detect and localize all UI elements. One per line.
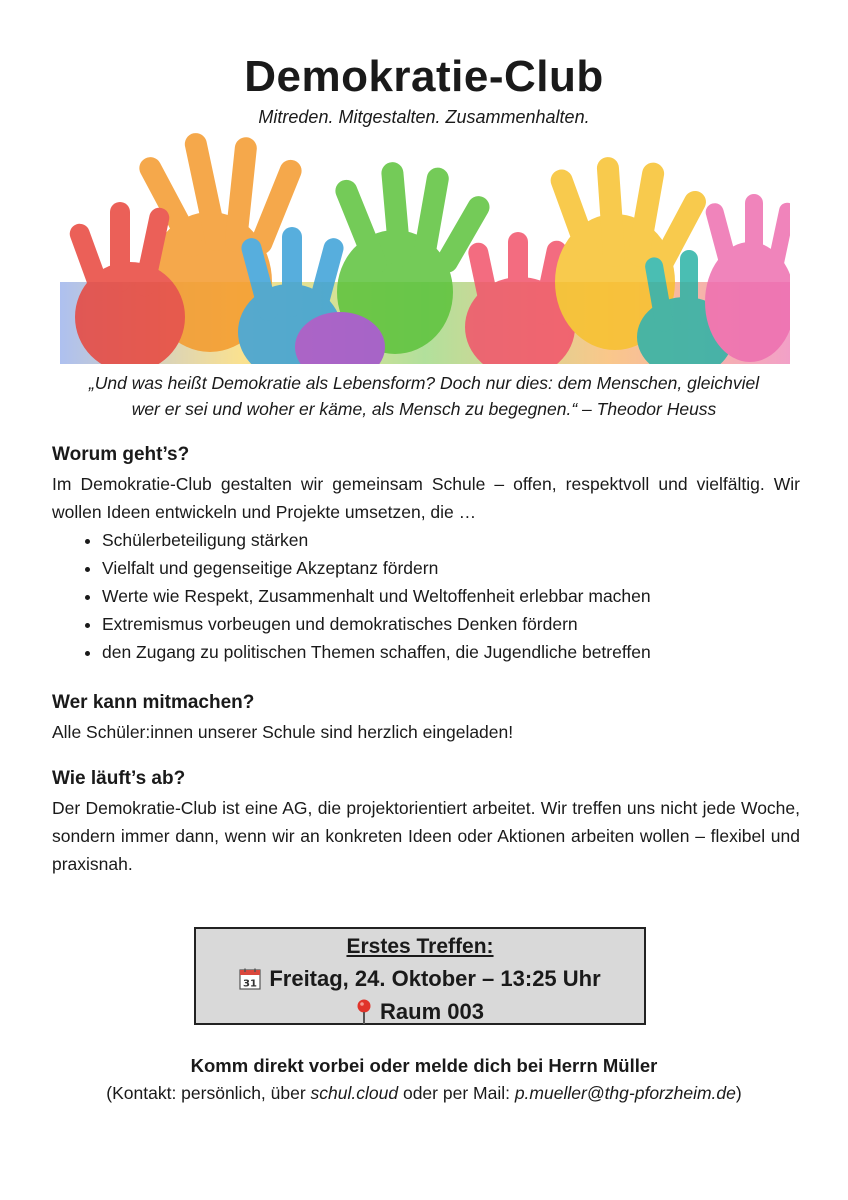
about-intro: Im Demokratie-Club gestalten wir gemeinsam Schule – offen, respektvoll und vielfältig. Wir wollen Ideen entwickeln und Projekte umsetzen, die …: [52, 474, 800, 522]
contact-prefix: (Kontakt: persönlich, über: [106, 1083, 311, 1103]
quote-line-1: „Und was heißt Demokratie als Lebensform? Doch nur dies: dem Menschen, gleichviel: [88, 373, 760, 393]
list-item: • den Zugang zu politischen Themen schaffen, die Jugendliche betreffen: [102, 638, 800, 666]
section-how: [52, 766, 800, 878]
section-heading-how: Wie läuft’s ab?: [52, 768, 186, 789]
page-subtitle: Mitreden. Mitgestalten. Zusammenhalten.: [258, 107, 590, 127]
meeting-room-line: [196, 995, 644, 1028]
goals-list: [52, 526, 800, 666]
meeting-room: Raum 003: [380, 999, 484, 1024]
section-who: [52, 690, 800, 746]
contact-line: [0, 1083, 848, 1104]
section-about: [52, 442, 800, 666]
page-title: Demokratie-Club: [244, 52, 604, 101]
pushpin-icon: [356, 999, 372, 1025]
meeting-date-line: [196, 962, 644, 995]
meeting-title: Erstes Treffen:: [346, 935, 494, 958]
list-item: • Extremismus vorbeugen und demokratisches Denken fördern: [102, 610, 800, 638]
calendar-icon: [239, 968, 261, 990]
contact-mid: oder per Mail:: [398, 1083, 515, 1103]
first-meeting-box: [194, 927, 646, 1025]
call-to-action: Komm direkt vorbei oder melde dich bei Herrn Müller: [190, 1055, 658, 1076]
calendar-day: 31: [243, 978, 258, 989]
list-item: • Vielfalt und gegenseitige Akzeptanz fördern: [102, 554, 800, 582]
how-text: Der Demokratie-Club ist eine AG, die projektorientiert arbeitet. Wir treffen uns nicht jede Woche, sondern immer dann, wenn wir an konkreten Ideen oder Aktionen arbeiten wollen – flexibel und praxisnah.: [52, 798, 800, 874]
email-address: p.mueller@thg-pforzheim.de: [514, 1083, 736, 1103]
quote-line-2: wer er sei und woher er käme, als Mensch zu begegnen.“ – Theodor Heuss: [131, 399, 717, 419]
section-heading-about: Worum geht’s?: [52, 444, 190, 465]
list-item: • Schülerbeteiligung stärken: [102, 526, 800, 554]
contact-suffix: ): [735, 1083, 742, 1103]
raised-hands-illustration: [60, 132, 790, 364]
section-heading-who: Wer kann mitmachen?: [52, 692, 255, 713]
quote: [40, 370, 808, 422]
meeting-date: Freitag, 24. Oktober – 13:25 Uhr: [269, 966, 601, 991]
who-text: Alle Schüler:innen unserer Schule sind herzlich eingeladen!: [52, 722, 514, 742]
list-item: • Werte wie Respekt, Zusammenhalt und Weltoffenheit erlebbar machen: [102, 582, 800, 610]
platform-name: schul.cloud: [310, 1083, 399, 1103]
